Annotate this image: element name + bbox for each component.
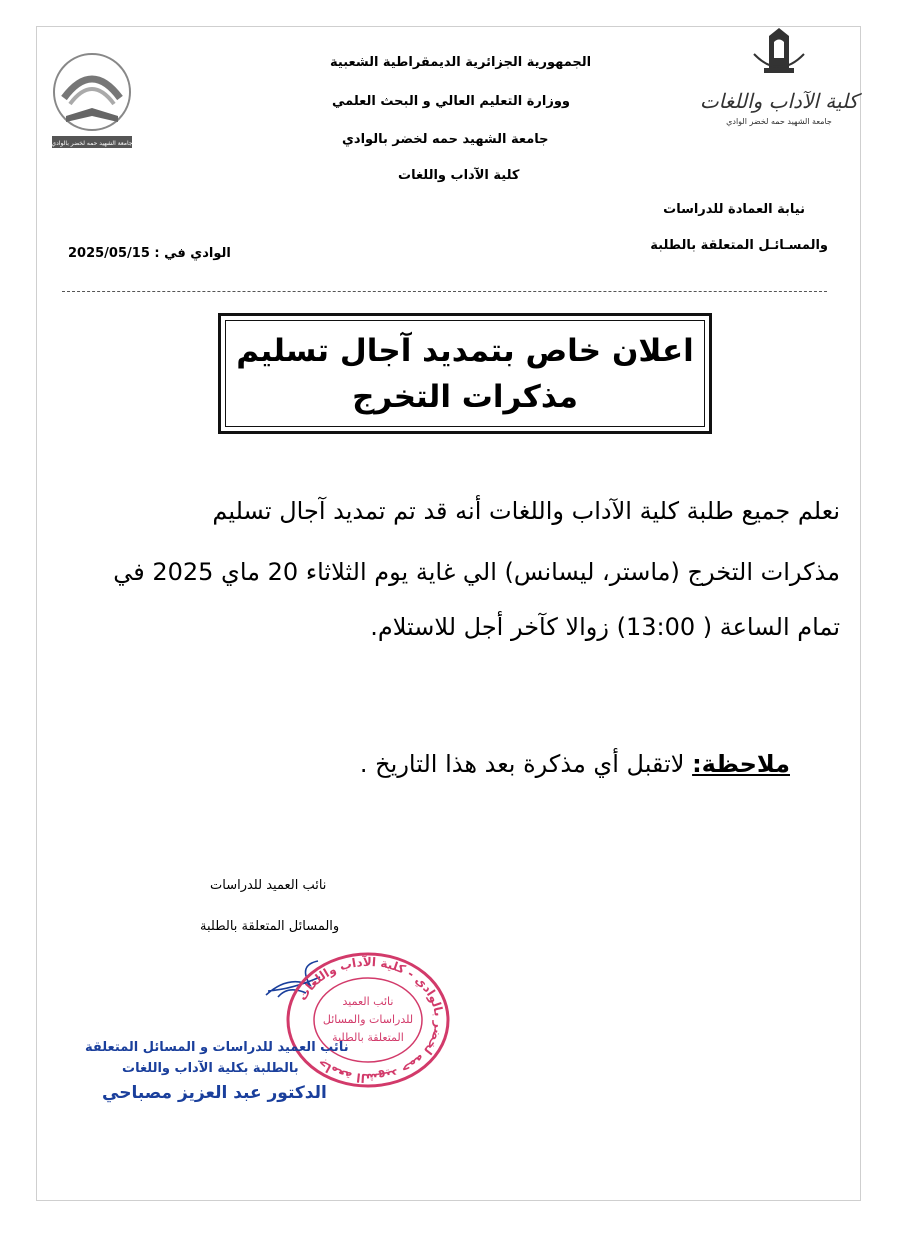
title-line-2: مذكرات التخرج (352, 378, 578, 415)
body-line-2: مذكرات التخرج (ماستر، ليسانس) الي غاية يوم الثلاثاء 20 ماي 2025 في (113, 558, 840, 586)
note-label: ملاحظة: (692, 750, 790, 778)
svg-text:للدراسات والمسائل: للدراسات والمسائل (322, 1013, 414, 1026)
svg-text:كلية الآداب واللغات: كلية الآداب واللغات (699, 89, 859, 113)
svg-text:المتعلقة بالطلبة: المتعلقة بالطلبة (332, 1031, 404, 1044)
svg-text:نائب العميد: نائب العميد (342, 995, 394, 1008)
ministry-heading: ووزارة التعليم العالي و البحث العلمي (332, 94, 570, 109)
university-logo (46, 50, 138, 155)
announcement-title-box (218, 313, 712, 434)
svg-text:جامعة الشهيد حمه لخضر الوادي: جامعة الشهيد حمه لخضر الوادي (726, 117, 832, 126)
svg-text:جامعة الشهيد حمه لخضر بالوادي: جامعة الشهيد حمه لخضر بالوادي (51, 140, 133, 147)
svg-text:جامعة الشهيد حمه لخضر بالوادي: جامعة الشهيد حمه لخضر بالوادي - كلية الآداب واللغات (295, 954, 447, 1086)
title-line-1: اعلان خاص بتمديد آجال تسليم (236, 332, 694, 369)
department-line-1: نيابة العمادة للدراسات (663, 202, 805, 217)
university-heading: جامعة الشهيد حمه لخضر بالوادي (342, 132, 549, 147)
signatory-title-line-1: نائب العميد للدراسات (210, 878, 327, 893)
faculty-heading: كلية الآداب واللغات (398, 168, 520, 183)
department-line-2: والمسـائـل المتعلقة بالطلبة (650, 238, 828, 253)
stamp-title-line-1: نائب العميد للدراسات و المسائل المتعلقة (85, 1040, 349, 1055)
header-divider (62, 291, 827, 292)
republic-heading: الجمهورية الجزائرية الديمقراطية الشعبية (330, 55, 592, 70)
signatory-title-line-2: والمسائل المتعلقة بالطلبة (200, 919, 340, 934)
body-line-3: تمام الساعة ( 13:00) زوالا كآخر أجل للاستلام. (370, 613, 840, 641)
note-text: لاتقبل أي مذكرة بعد هذا التاريخ . (359, 750, 693, 778)
stamp-title-line-2: بالطلبة بكلية الآداب واللغات (122, 1061, 299, 1076)
signatory-name: الدكتور عبد العزيز مصباحي (102, 1083, 327, 1103)
faculty-logo (699, 28, 859, 138)
note-line (360, 750, 790, 778)
date-line: الوادي في : 2025/05/15 (68, 246, 231, 261)
body-line-1: نعلم جميع طلبة كلية الآداب واللغات أنه قد تم تمديد آجال تسليم (212, 497, 840, 525)
